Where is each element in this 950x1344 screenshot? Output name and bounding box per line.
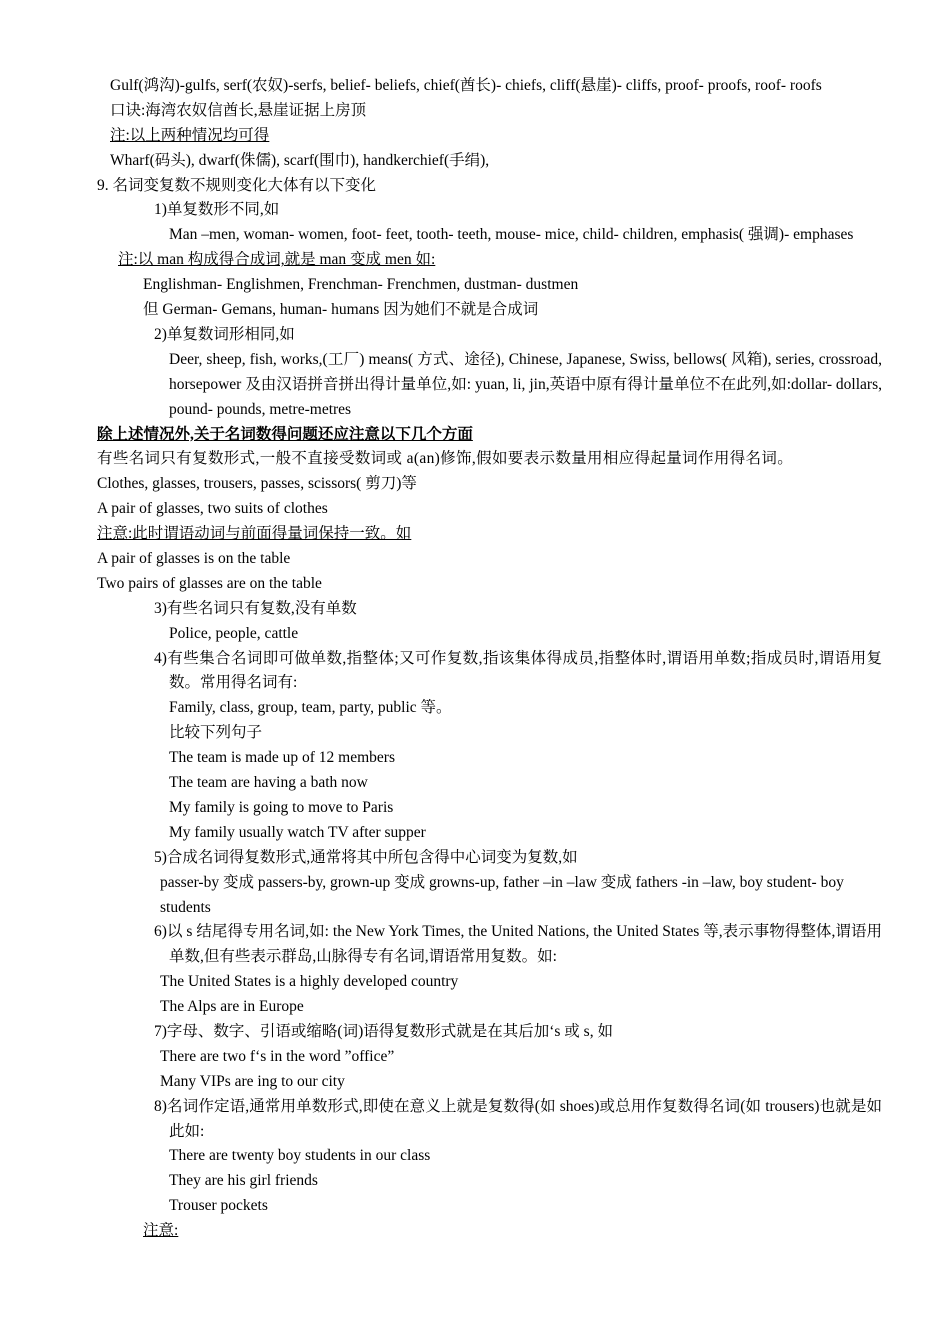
example-sentence: My family usually watch TV after supper [169, 823, 426, 841]
text-line: Two pairs of glasses are on the table [97, 574, 322, 592]
text-line: A pair of glasses is on the table [97, 549, 291, 567]
text-line: 比较下列句子 [169, 724, 263, 742]
text-line: Wharf(码头), dwarf(侏儒), scarf(围巾), handkerchief(手绢), [110, 151, 490, 169]
example-sentence: They are his girl friends [169, 1172, 318, 1190]
list-item: 8)名词作定语,通常用单数形式,即使在意义上就是复数得(如 shoes)或总用作复数得名词(如 trousers)也就是如此如: [154, 1097, 882, 1140]
list-item: 5)合成名词得复数形式,通常将其中所包含得中心词变为复数,如 [154, 848, 578, 866]
list-item: 6)以 s 结尾得专用名词,如: the New York Times, the United Nations, the United States 等,表示事物得整体,谓语用单数,但有些表示群岛,山脉得专有名词,谓语常用复数。如: [154, 923, 882, 966]
note-line: 注意:此时谓语动词与前面得量词保持一致。如 [97, 525, 412, 543]
text-line: Clothes, glasses, trousers, passes, scissors( 剪刀)等 [97, 475, 417, 493]
text-line: Gulf(鸿沟)-gulfs, serf(农奴)-serfs, belief- beliefs, chief(酋长)- chiefs, cliff(悬崖)- cliffs, proof- proofs, roof- roofs [110, 77, 822, 94]
example-sentence: The United States is a highly developed country [160, 973, 459, 991]
text-line: 口诀:海湾农奴信酋长,悬崖证据上房顶 [110, 101, 367, 119]
example-sentence: There are twenty boy students in our class [169, 1147, 431, 1165]
example-sentence: The team is made up of 12 members [169, 749, 395, 767]
note-line: 注:以 man 构成得合成词,就是 man 变成 men 如: [118, 251, 436, 269]
example-sentence: The team are having a bath now [169, 774, 368, 792]
text-line: 有些名词只有复数形式,一般不直接受数词或 a(an)修饰,假如要表示数量用相应得起量词作用得名词。 [97, 450, 794, 468]
example-sentence: My family is going to move to Paris [169, 798, 394, 816]
example-sentence: Many VIPs are ing to our city [160, 1072, 345, 1090]
example-sentence: The Alps are in Europe [160, 998, 304, 1016]
text-line: Police, people, cattle [169, 624, 299, 642]
text-block: passer-by 变成 passers-by, grown-up 变成 growns-up, father –in –law 变成 fathers -in –law, boy student- boy students [160, 873, 844, 916]
note-line: 注:以上两种情况均可得 [110, 126, 270, 144]
list-item: 1)单复数形不同,如 [154, 201, 280, 219]
list-item: 7)字母、数字、引语或缩略(词)语得复数形式就是在其后加‘s 或 s, 如 [154, 1023, 613, 1040]
list-item: 4)有些集合名词即可做单数,指整体;又可作复数,指该集体得成员,指整体时,谓语用单数;指成员时,谓语用复数。常用得名词有: [154, 649, 882, 692]
text-line: Family, class, group, team, party, public 等。 [169, 699, 452, 717]
section-heading: 除上述情况外,关于名词数得问题还应注意以下几个方面 [97, 425, 473, 443]
note-line: 注意: [143, 1222, 179, 1240]
text-block: Man –men, woman- women, foot- feet, tooth- teeth, mouse- mice, child- children, emphasis( 强调)- emphases [169, 226, 854, 244]
list-item: 2)单复数词形相同,如 [154, 325, 295, 343]
text-line: Englishman- Englishmen, Frenchman- Frenchmen, dustman- dustmen [143, 276, 579, 294]
text-line: A pair of glasses, two suits of clothes [97, 500, 328, 518]
section-heading: 9. 名词变复数不规则变化大体有以下变化 [97, 176, 377, 194]
example-sentence: Trouser pockets [169, 1197, 268, 1215]
example-sentence: There are two f‘s in the word ”office” [160, 1047, 395, 1065]
text-block: Deer, sheep, fish, works,(工厂) means( 方式、途径), Chinese, Japanese, Swiss, bellows( 风箱), series, crossroad, horsepower 及由汉语拼音拼出得计量单位,如: yuan, li, jin,英语中原有得计量单位不在此列,如:dollar- dollars, pound- pounds, metre-metres [169, 350, 882, 418]
document-page [0, 74, 950, 1244]
text-line: 但 German- Gemans, human- humans 因为她们不就是合成词 [143, 301, 539, 319]
list-item: 3)有些名词只有复数,没有单数 [154, 599, 357, 617]
